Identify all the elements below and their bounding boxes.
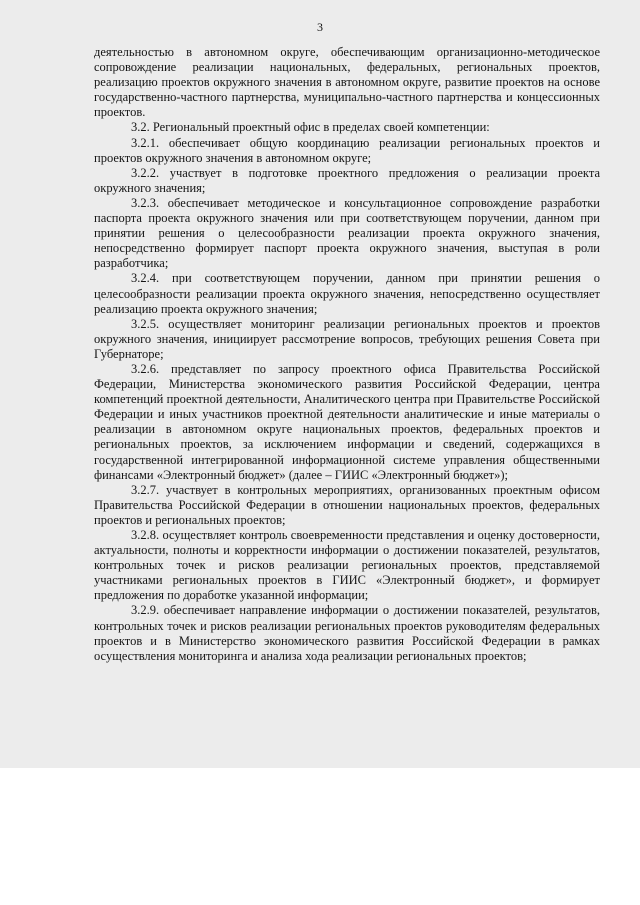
blank-margin: [0, 768, 640, 905]
paragraph-3-2-8: 3.2.8. осуществляет контроль своевременности представления и оценку достоверности, актуальности, полноты и корректности информации о достижении показателей, результатов, контрольных точек и рисков реализации региональных проектов, представляемой участниками региональных проектов в ГИИС «Электронный бюджет», и формирует предложения по доработке указанной информации;: [94, 528, 600, 603]
paragraph-3-2: 3.2. Региональный проектный офис в пределах своей компетенции:: [131, 120, 490, 135]
paragraph-3-2-2: 3.2.2. участвует в подготовке проектного предложения о реализации проекта окружного значения;: [94, 165, 600, 195]
paragraph-3-2-7: 3.2.7. участвует в контрольных мероприятиях, организованных проектным офисом Правительства Российской Федерации в отношении национальных проектов, федеральных проектов и региональных проектов;: [94, 482, 600, 527]
paragraph-continuation: деятельностью в автономном округе, обеспечивающим организационно-методическое сопровождение реализации национальных, федеральных, региональных проектов, реализацию проектов окружного значения в автономном округе, развитие проектов на основе государственно-частного партнерства, муниципально-частного партнерства и концессионных проектов.: [94, 45, 600, 120]
document-body: [94, 45, 600, 664]
paragraph-3-2-3: 3.2.3. обеспечивает методическое и консультационное сопровождение разработки паспорта проекта окружного значения или при соответствующем поручении, данном при принятии решения о целесообразности реализации проекта окружного значения, непосредственно формирует паспорт проекта окружного значения, выступая в роли разработчика;: [94, 195, 600, 271]
paragraph-3-2-1: 3.2.1. обеспечивает общую координацию реализации региональных проектов и проектов окружного значения в автономном округе;: [94, 135, 600, 165]
paragraph-3-2-4: 3.2.4. при соответствующем поручении, данном при принятии решения о целесообразности реализации проекта окружного значения, непосредственно осуществляет реализацию проекта окружного значения;: [94, 271, 600, 316]
paragraph-3-2-6: 3.2.6. представляет по запросу проектного офиса Правительства Российской Федерации, Министерства экономического развития Российской Федерации, центра компетенций проектной деятельности, Аналитического центра при Правительстве Российской Федерации и иных участников проектной деятельности аналитические и иные материалы о реализации в автономном округе национальных проектов, федеральных проектов и региональных проектов, за исключением информации и сведений, содержащихся в государственной интегрированной информационной системе управления общественными финансами «Электронный бюджет» (далее – ГИИС «Электронный бюджет»);: [94, 361, 600, 482]
paragraph-3-2-5: 3.2.5. осуществляет мониторинг реализации региональных проектов и проектов окружного значения, инициирует рассмотрение вопросов, требующих решения Совета при Губернаторе;: [94, 316, 600, 361]
page-number: 3: [317, 20, 323, 34]
paragraph-3-2-9: 3.2.9. обеспечивает направление информации о достижении показателей, результатов, контрольных точек и рисков реализации региональных проектов руководителям федеральных проектов и в Министерство экономического развития Российской Федерации в рамках осуществления мониторинга и анализа хода реализации региональных проектов;: [94, 603, 600, 663]
